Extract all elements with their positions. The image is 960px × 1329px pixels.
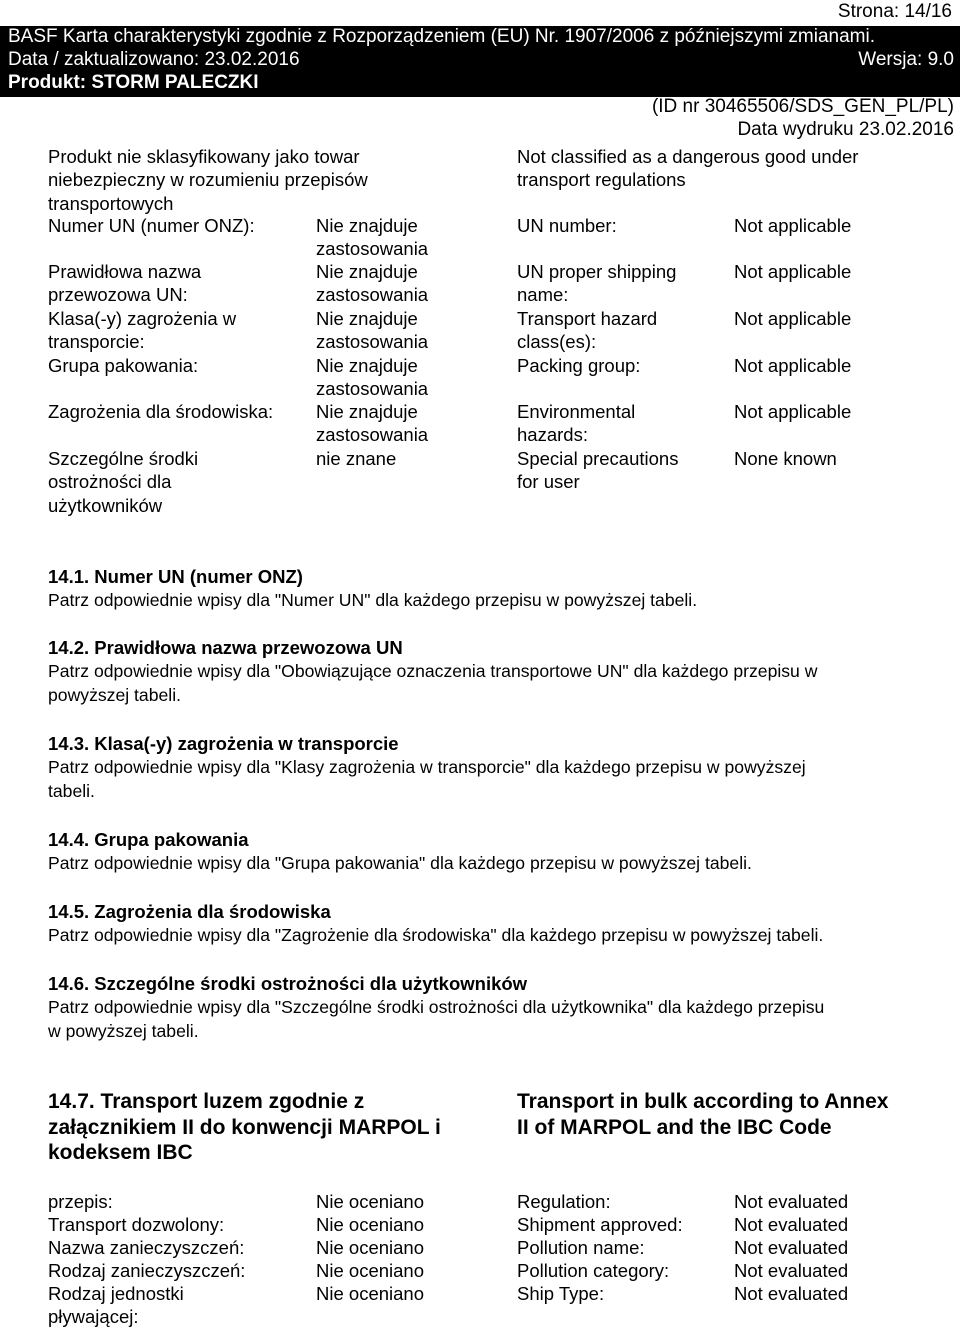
row-label-en: UN number: — [517, 215, 617, 236]
revision-date: Data / zaktualizowano: 23.02.2016 — [8, 49, 300, 70]
row-label-en: Packing group: — [517, 355, 641, 376]
section-text: powyższej tabeli. — [48, 684, 181, 705]
bulk-value-en: Not evaluated — [734, 1283, 849, 1304]
row-value-pl: Nie znajduje zastosowania — [316, 215, 429, 260]
bulk-label-pl: Transport dozwolony: — [48, 1214, 225, 1235]
header-banner — [0, 26, 960, 97]
row-label-pl: Szczególne środki ostrożności dla użytkowników — [48, 448, 199, 516]
row-value-pl: Nie znajduje zastosowania — [316, 308, 429, 353]
row-value-pl: Nie znajduje zastosowania — [316, 401, 429, 446]
section-text: Patrz odpowiednie wpisy dla "Grupa pakowania" dla każdego przepisu w powyższej tabeli. — [48, 853, 752, 873]
bulk-value-en: Not evaluated — [734, 1237, 849, 1258]
print-date: Data wydruku 23.02.2016 — [737, 119, 954, 140]
row-value-en: None known — [734, 448, 837, 469]
row-label-en: Environmental hazards: — [517, 401, 636, 446]
bulk-heading-en: Transport in bulk according to Annex II of MARPOL and the IBC Code — [517, 1090, 889, 1139]
row-label-pl: Prawidłowa nazwa przewozowa UN: — [48, 261, 202, 306]
bulk-label-en: Shipment approved: — [517, 1214, 683, 1235]
section-heading: 14.1. Numer UN (numer ONZ) — [48, 566, 303, 587]
bulk-label-pl: Rodzaj zanieczyszczeń: — [48, 1260, 246, 1281]
row-label-pl: Grupa pakowania: — [48, 355, 199, 376]
product-name: Produkt: STORM PALECZKI — [8, 72, 259, 93]
bulk-value-pl: Nie oceniano — [316, 1260, 424, 1281]
section-text: Patrz odpowiednie wpisy dla "Szczególne środki ostrożności dla użytkownika" dla każdego przepisu — [48, 997, 825, 1017]
section-text: Patrz odpowiednie wpisy dla "Klasy zagrożenia w transporcie" dla każdego przepisu w powyższej — [48, 757, 806, 777]
row-value-en: Not applicable — [734, 308, 852, 329]
bulk-label-en: Ship Type: — [517, 1283, 605, 1304]
section-heading: 14.4. Grupa pakowania — [48, 829, 249, 850]
bulk-label-pl: Rodzaj jednostki pływającej: — [48, 1283, 184, 1328]
bulk-label-en: Pollution name: — [517, 1237, 645, 1258]
version: Wersja: 9.0 — [858, 49, 954, 70]
section-text: Patrz odpowiednie wpisy dla "Zagrożenie dla środowiska" dla każdego przepisu w powyższej tabeli. — [48, 925, 824, 945]
row-value-en: Not applicable — [734, 215, 852, 236]
section-text: Patrz odpowiednie wpisy dla "Numer UN" dla każdego przepisu w powyższej tabeli. — [48, 590, 698, 610]
bulk-value-pl: Nie oceniano — [316, 1283, 424, 1304]
row-value-pl: Nie znajduje zastosowania — [316, 261, 429, 306]
row-value-en: Not applicable — [734, 401, 852, 422]
row-label-en: Special precautions for user — [517, 448, 679, 493]
bulk-value-en: Not evaluated — [734, 1260, 849, 1281]
row-label-pl: Numer UN (numer ONZ): — [48, 215, 255, 236]
row-value-pl: Nie znajduje zastosowania — [316, 355, 429, 400]
bulk-value-en: Not evaluated — [734, 1191, 849, 1212]
section-heading: 14.5. Zagrożenia dla środowiska — [48, 901, 331, 922]
section-text: w powyższej tabeli. — [48, 1020, 199, 1041]
bulk-label-en: Regulation: — [517, 1191, 611, 1212]
row-label-en: Transport hazard class(es): — [517, 308, 658, 353]
bulk-value-pl: Nie oceniano — [316, 1237, 424, 1258]
bulk-value-en: Not evaluated — [734, 1214, 849, 1235]
bulk-value-pl: Nie oceniano — [316, 1191, 424, 1212]
bulk-value-pl: Nie oceniano — [316, 1214, 424, 1235]
row-label-pl: Klasa(-y) zagrożenia w transporcie: — [48, 308, 237, 353]
regulation-line: BASF Karta charakterystyki zgodnie z Rozporządzeniem (EU) Nr. 1907/2006 z późniejszymi zmianami. — [8, 26, 875, 47]
bulk-label-en: Pollution category: — [517, 1260, 670, 1281]
section-text: tabeli. — [48, 780, 95, 801]
row-value-pl: nie znane — [316, 448, 397, 469]
section-heading: 14.6. Szczególne środki ostrożności dla użytkowników — [48, 973, 528, 994]
document-id: (ID nr 30465506/SDS_GEN_PL/PL) — [651, 96, 954, 117]
intro-en: Not classified as a dangerous good under transport regulations — [517, 146, 859, 191]
row-label-en: UN proper shipping name: — [517, 261, 677, 306]
section-heading: 14.3. Klasa(-y) zagrożenia w transporcie — [48, 733, 399, 754]
row-value-en: Not applicable — [734, 261, 852, 282]
bulk-label-pl: przepis: — [48, 1191, 113, 1212]
section-heading: 14.2. Prawidłowa nazwa przewozowa UN — [48, 637, 403, 658]
bulk-heading-pl: 14.7. Transport luzem zgodnie z załącznikiem II do konwencji MARPOL i kodeksem IBC — [48, 1090, 441, 1164]
section-text: Patrz odpowiednie wpisy dla "Obowiązujące oznaczenia transportowe UN" dla każdego przepisu w — [48, 661, 818, 681]
intro-pl: Produkt nie sklasyfikowany jako towar niebezpieczny w rozumieniu przepisów transportowych — [48, 146, 368, 214]
bulk-label-pl: Nazwa zanieczyszczeń: — [48, 1237, 245, 1258]
page-number: Strona: 14/16 — [837, 1, 952, 22]
row-label-pl: Zagrożenia dla środowiska: — [48, 401, 274, 422]
row-value-en: Not applicable — [734, 355, 852, 376]
